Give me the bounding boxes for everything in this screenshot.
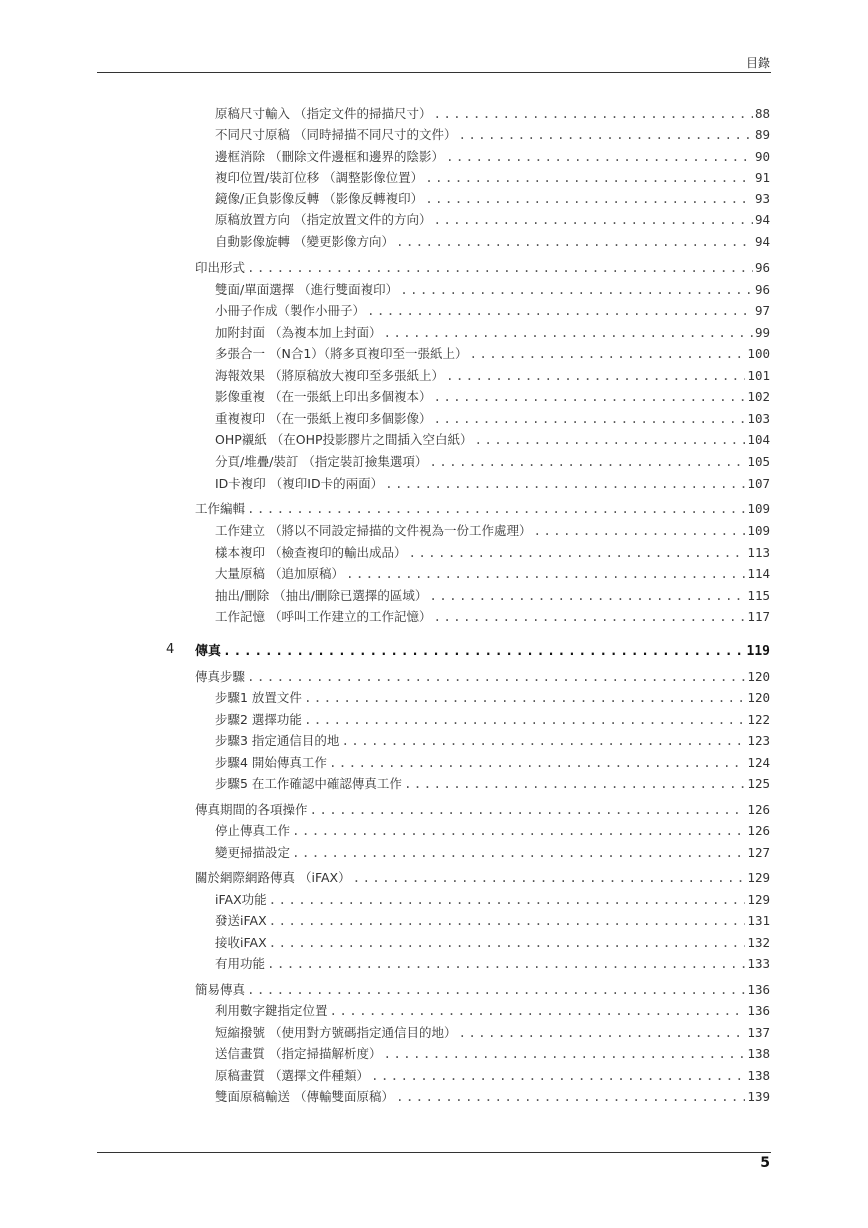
dot-leader: [446, 147, 753, 167]
entry-title: 小冊子作成（製作小冊子）: [215, 303, 366, 318]
entry-page-number: 96: [754, 282, 770, 297]
entry-page-number: 96: [754, 260, 770, 275]
entry-title: 原稿畫質 （選擇文件種類）: [215, 1068, 369, 1083]
dot-leader: [330, 1001, 746, 1021]
dot-leader: [433, 607, 745, 627]
entry-page-number: 136: [747, 1003, 770, 1018]
entry-page-number: 127: [747, 845, 770, 860]
toc-subsection-row[interactable]: [215, 1066, 770, 1086]
dot-leader: [247, 258, 753, 278]
entry-page-number: 100: [747, 346, 770, 361]
chapter-number: 4: [166, 642, 175, 657]
dot-leader: [371, 1066, 745, 1086]
toc-subsection-row[interactable]: [215, 1023, 770, 1043]
dot-leader: [353, 868, 746, 888]
toc-subsection-row[interactable]: [215, 387, 770, 407]
entry-title: 步驟5 在工作確認中確認傳真工作: [215, 776, 402, 791]
dot-leader: [292, 821, 745, 841]
toc-subsection-row[interactable]: [215, 933, 770, 953]
entry-page-number: 125: [747, 776, 770, 791]
entry-title: 關於網際網路傳真 （iFAX）: [195, 870, 351, 885]
entry-page-number: 109: [747, 523, 770, 538]
entry-page-number: 114: [747, 566, 770, 581]
dot-leader: [425, 168, 753, 188]
page-number: 5: [760, 1155, 770, 1171]
dot-leader: [429, 586, 745, 606]
entry-title: 抽出/刪除 （抽出/刪除已選擇的區域）: [215, 588, 428, 603]
entry-title: 步驟4 開始傳真工作: [215, 755, 327, 770]
entry-page-number: 91: [754, 170, 770, 185]
toc-section-row[interactable]: [195, 499, 770, 519]
dot-leader: [383, 1044, 745, 1064]
entry-page-number: 124: [747, 755, 770, 770]
entry-title: 印出形式: [195, 260, 246, 275]
entry-page-number: 126: [747, 823, 770, 838]
entry-title: 鏡像/正負影像反轉 （影像反轉複印）: [215, 191, 424, 206]
entry-title: 多張合一 （N合1）（將多頁複印至一張紙上）: [215, 346, 468, 361]
entry-title: 不同尺寸原稿 （同時掃描不同尺寸的文件）: [215, 127, 457, 142]
entry-title: 步驟3 指定通信目的地: [215, 733, 340, 748]
toc-subsection-row[interactable]: [215, 430, 770, 450]
dot-leader: [292, 843, 745, 863]
entry-title: 原稿尺寸輸入 （指定文件的掃描尺寸）: [215, 106, 432, 121]
entry-title: 步驟1 放置文件: [215, 690, 302, 705]
toc-subsection-row[interactable]: [215, 843, 770, 863]
entry-page-number: 123: [747, 733, 770, 748]
dot-leader: [223, 642, 745, 662]
toc-subsection-row[interactable]: [215, 366, 770, 386]
entry-title: iFAX功能: [215, 892, 267, 907]
running-header: 目錄: [745, 56, 770, 70]
dot-leader: [267, 954, 745, 974]
toc-section-row[interactable]: [195, 800, 770, 820]
toc-subsection-row[interactable]: [215, 147, 770, 167]
entry-page-number: 138: [747, 1068, 770, 1083]
toc-subsection-row[interactable]: [215, 232, 770, 252]
entry-title: 複印位置/裝訂位移 （調整影像位置）: [215, 170, 424, 185]
dot-leader: [247, 499, 745, 519]
entry-page-number: 93: [754, 191, 770, 206]
dot-leader: [269, 933, 746, 953]
dot-leader: [433, 387, 745, 407]
footer-rule: [97, 1152, 771, 1153]
entry-page-number: 101: [747, 368, 770, 383]
entry-page-number: 138: [747, 1046, 770, 1061]
chapter-title: 傳真: [195, 644, 222, 659]
toc-subsection-row[interactable]: [215, 104, 770, 124]
entry-page-number: 105: [747, 454, 770, 469]
dot-leader: [470, 344, 746, 364]
toc-subsection-row[interactable]: [215, 710, 770, 730]
dot-leader: [433, 104, 752, 124]
entry-title: 發送iFAX: [215, 913, 267, 928]
entry-title: 傳真期間的各項操作: [195, 802, 308, 817]
toc-subsection-row[interactable]: [215, 890, 770, 910]
entry-page-number: 131: [747, 913, 770, 928]
entry-title: 停止傳真工作: [215, 823, 291, 838]
dot-leader: [458, 125, 752, 145]
entry-title: ID卡複印 （複印ID卡的兩面）: [215, 476, 384, 491]
entry-page-number: 137: [747, 1025, 770, 1040]
entry-title: 變更掃描設定: [215, 845, 291, 860]
entry-page-number: 129: [747, 870, 770, 885]
entry-title: 利用數字鍵指定位置: [215, 1003, 328, 1018]
entry-title: 工作建立 （將以不同設定掃描的文件視為一份工作處理）: [215, 523, 532, 538]
entry-title: 步驟2 選擇功能: [215, 712, 302, 727]
entry-title: 大量原稿 （追加原稿）: [215, 566, 344, 581]
entry-title: 分頁/堆疊/裝訂 （指定裝訂撿集選項）: [215, 454, 428, 469]
toc-subsection-row[interactable]: [215, 125, 770, 145]
dot-leader: [304, 688, 745, 708]
entry-title: 送信畫質 （指定掃描解析度）: [215, 1046, 382, 1061]
entry-page-number: 132: [747, 935, 770, 950]
entry-page-number: 88: [754, 106, 770, 121]
entry-page-number: 99: [754, 325, 770, 340]
dot-leader: [533, 521, 745, 541]
toc-subsection-row[interactable]: [215, 474, 770, 494]
dot-leader: [304, 710, 745, 730]
toc-subsection-row[interactable]: [215, 168, 770, 188]
toc-subsection-row[interactable]: [215, 731, 770, 751]
toc-subsection-row[interactable]: [215, 1001, 770, 1021]
entry-page-number: 113: [747, 545, 770, 560]
entry-title: 工作記憶 （呼叫工作建立的工作記憶）: [215, 609, 432, 624]
toc-subsection-row[interactable]: [215, 1087, 770, 1107]
entry-page-number: 129: [747, 892, 770, 907]
dot-leader: [310, 800, 746, 820]
toc-subsection-row[interactable]: [215, 607, 770, 627]
entry-page-number: 115: [747, 588, 770, 603]
toc-subsection-row[interactable]: [215, 543, 770, 563]
dot-leader: [346, 564, 745, 584]
dot-leader: [247, 980, 745, 1000]
entry-title: 工作編輯: [195, 501, 246, 516]
entry-title: 有用功能: [215, 956, 266, 971]
entry-page-number: 117: [747, 609, 770, 624]
entry-title: 雙面原稿輸送 （傳輸雙面原稿）: [215, 1089, 394, 1104]
toc-subsection-row[interactable]: [215, 409, 770, 429]
entry-title: 樣本複印 （檢查複印的輸出成品）: [215, 545, 407, 560]
entry-page-number: 102: [747, 389, 770, 404]
dot-leader: [367, 301, 753, 321]
entry-title: 簡易傳真: [195, 982, 246, 997]
entry-page-number: 103: [747, 411, 770, 426]
entry-page-number: 139: [747, 1089, 770, 1104]
toc-section-row[interactable]: [195, 667, 770, 687]
entry-page-number: 104: [747, 432, 770, 447]
entry-title: 接收iFAX: [215, 935, 267, 950]
toc-subsection-row[interactable]: [215, 452, 770, 472]
toc-subsection-row[interactable]: [215, 280, 770, 300]
entry-page-number: 89: [754, 127, 770, 142]
toc-subsection-row[interactable]: [215, 189, 770, 209]
entry-title: 加附封面 （為複本加上封面）: [215, 325, 382, 340]
entry-page-number: 94: [754, 234, 770, 249]
toc-subsection-row[interactable]: [215, 821, 770, 841]
toc-section-row[interactable]: [195, 980, 770, 1000]
dot-leader: [404, 774, 745, 794]
toc-subsection-row[interactable]: [215, 564, 770, 584]
toc-subsection-row[interactable]: [215, 753, 770, 773]
chapter-page: 119: [746, 644, 770, 659]
dot-leader: [433, 409, 745, 429]
toc-subsection-row[interactable]: [215, 210, 770, 230]
entry-page-number: 133: [747, 956, 770, 971]
entry-page-number: 94: [754, 212, 770, 227]
entry-page-number: 120: [747, 690, 770, 705]
dot-leader: [400, 280, 753, 300]
dot-leader: [247, 667, 745, 687]
entry-title: OHP襯紙 （在OHP投影膠片之間插入空白紙）: [215, 432, 473, 447]
entry-title: 原稿放置方向 （指定放置文件的方向）: [215, 212, 432, 227]
entry-title: 重複複印 （在一張紙上複印多個影像）: [215, 411, 432, 426]
entry-page-number: 126: [747, 802, 770, 817]
dot-leader: [475, 430, 746, 450]
dot-leader: [458, 1023, 745, 1043]
entry-page-number: 120: [747, 669, 770, 684]
entry-page-number: 90: [754, 149, 770, 164]
entry-title: 短縮撥號 （使用對方號碼指定通信目的地）: [215, 1025, 457, 1040]
toc-subsection-row[interactable]: [215, 521, 770, 541]
toc-section-row[interactable]: [195, 868, 770, 888]
entry-title: 傳真步驟: [195, 669, 246, 684]
entry-page-number: 107: [747, 476, 770, 491]
entry-title: 雙面/單面選擇 （進行雙面複印）: [215, 282, 399, 297]
dot-leader: [385, 474, 745, 494]
dot-leader: [341, 731, 745, 751]
entry-page-number: 97: [754, 303, 770, 318]
dot-leader: [433, 210, 752, 230]
dot-leader: [425, 189, 753, 209]
dot-leader: [446, 366, 745, 386]
toc-subsection-row[interactable]: [215, 323, 770, 343]
entry-page-number: 109: [747, 501, 770, 516]
toc-section-row[interactable]: [195, 258, 770, 278]
entry-title: 海報效果 （將原稿放大複印至多張紙上）: [215, 368, 444, 383]
dot-leader: [269, 911, 746, 931]
toc-subsection-row[interactable]: [215, 688, 770, 708]
entry-title: 影像重複 （在一張紙上印出多個複本）: [215, 389, 432, 404]
toc-chapter-row[interactable]: [195, 642, 770, 662]
dot-leader: [396, 232, 753, 252]
dot-leader: [396, 1087, 745, 1107]
dot-leader: [429, 452, 745, 472]
toc-subsection-row[interactable]: [215, 1044, 770, 1064]
dot-leader: [383, 323, 752, 343]
toc-subsection-row[interactable]: [215, 774, 770, 794]
entry-page-number: 136: [747, 982, 770, 997]
entry-page-number: 122: [747, 712, 770, 727]
toc-subsection-row[interactable]: [215, 586, 770, 606]
toc-subsection-row[interactable]: [215, 911, 770, 931]
toc-subsection-row[interactable]: [215, 954, 770, 974]
dot-leader: [408, 543, 745, 563]
toc-subsection-row[interactable]: [215, 301, 770, 321]
toc-subsection-row[interactable]: [215, 344, 770, 364]
entry-title: 自動影像旋轉 （變更影像方向）: [215, 234, 394, 249]
dot-leader: [269, 890, 746, 910]
dot-leader: [329, 753, 745, 773]
entry-title: 邊框消除 （刪除文件邊框和邊界的陰影）: [215, 149, 444, 164]
